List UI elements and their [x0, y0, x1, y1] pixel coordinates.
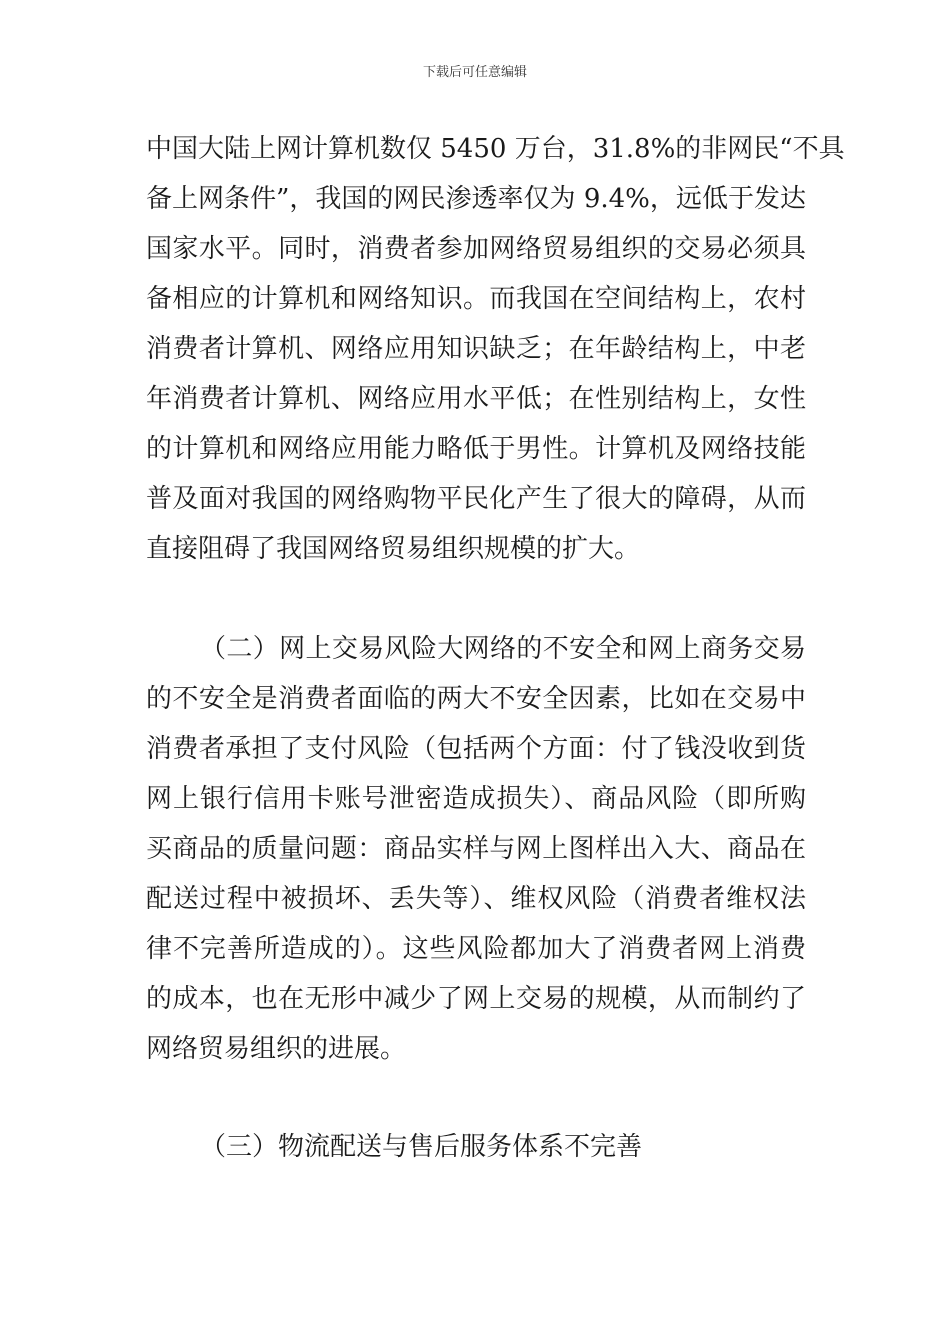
text-line: 买商品的质量问题：商品实样与网上图样出入大、商品在	[146, 834, 806, 864]
section-heading: （三）物流配送与售后服务体系不完善	[200, 1132, 643, 1162]
text-line: 律不完善所造成的）。这些风险都加大了消费者网上消费	[146, 934, 806, 964]
text-line: 的不安全是消费者面临的两大不安全因素，比如在交易中	[146, 684, 806, 714]
text-line: 的成本，也在无形中减少了网上交易的规模，从而制约了	[146, 984, 806, 1014]
page-header: 下载后可任意编辑	[422, 65, 527, 80]
text-line: 网络贸易组织的进展。	[146, 1034, 407, 1064]
text-line: （二）网上交易风险大网络的不安全和网上商务交易	[200, 634, 806, 664]
text-line: 中国大陆上网计算机数仅 5450 万台，31.8%的非网民“不具	[146, 134, 845, 164]
text-line: 备上网条件”，我国的网民渗透率仅为 9.4%，远低于发达	[146, 184, 806, 214]
text-line: 配送过程中被损坏、丢失等）、维权风险（消费者维权法	[146, 884, 806, 914]
text-line: 直接阻碍了我国网络贸易组织规模的扩大。	[146, 534, 641, 564]
text-line: 消费者承担了支付风险（包括两个方面：付了钱没收到货	[146, 734, 806, 764]
text-line: 普及面对我国的网络购物平民化产生了很大的障碍，从而	[146, 484, 806, 514]
text-line: 消费者计算机、网络应用知识缺乏；在年龄结构上，中老	[146, 334, 806, 364]
text-line: 国家水平。同时，消费者参加网络贸易组织的交易必须具	[146, 234, 806, 264]
text-line: 的计算机和网络应用能力略低于男性。计算机及网络技能	[146, 434, 806, 464]
text-line: 年消费者计算机、网络应用水平低；在性别结构上，女性	[146, 384, 806, 414]
text-line: 备相应的计算机和网络知识。而我国在空间结构上，农村	[146, 284, 806, 314]
text-line: 网上银行信用卡账号泄密造成损失）、商品风险（即所购	[146, 784, 806, 814]
